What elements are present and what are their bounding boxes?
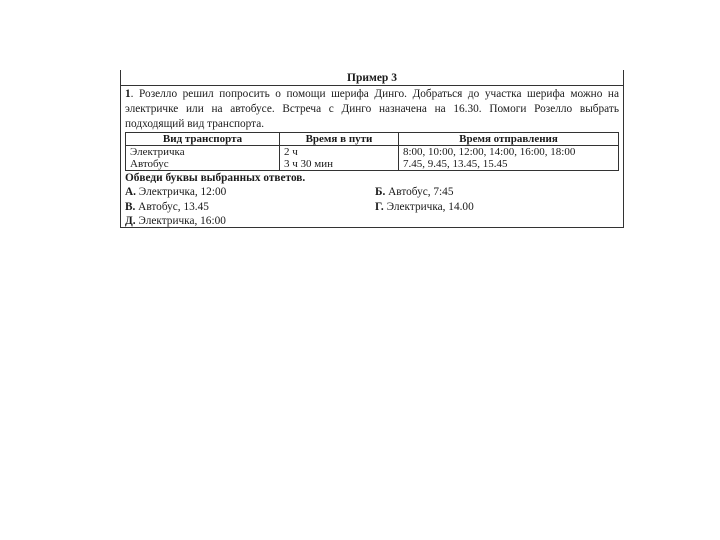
answer-text: Автобус, 13.45 [135, 200, 209, 213]
answers-heading: Обведи буквы выбранных ответов. [125, 172, 306, 184]
answer-text: Электричка, 12:00 [135, 186, 227, 198]
answer-option-d[interactable] [125, 214, 375, 229]
answer-letter: Б. [375, 186, 386, 198]
header-departure-time: Время отправления [399, 133, 619, 146]
answer-option-v[interactable] [125, 200, 375, 215]
header-travel-time: Время в пути [280, 133, 399, 146]
transport-type-bus: Автобус [130, 158, 169, 170]
answer-option-b[interactable] [375, 185, 619, 200]
answer-text: Электричка, 14.00 [383, 200, 474, 213]
answer-letter: Г. [375, 200, 384, 213]
travel-time-cell [280, 146, 399, 171]
transport-table [125, 132, 619, 171]
answer-letter: Д. [125, 215, 136, 227]
document-panel [120, 70, 624, 228]
example-title: Пример 3 [121, 71, 623, 86]
answer-text: Электричка, 16:00 [135, 215, 226, 227]
answer-options [125, 185, 619, 229]
departure-time-cell [399, 146, 619, 171]
answer-text: Автобус, 7:45 [385, 186, 454, 198]
answer-letter: А. [125, 186, 136, 198]
problem-text: . Розелло решил попросить о помощи шерифа Динго. Добраться до участка шерифа можно на электричке или на автобусе. Встреча с Динго назначена на 16.30. Помоги Розелло выбрать подходящий вид транспорта. [125, 88, 619, 130]
travel-time-train: 2 ч [284, 146, 298, 158]
departure-times-train: 8:00, 10:00, 12:00, 14:00, 16:00, 18:00 [403, 146, 576, 158]
departure-times-bus: 7.45, 9.45, 13.45, 15.45 [403, 158, 508, 170]
travel-time-bus: 3 ч 30 мин [284, 158, 334, 170]
answer-letter: В. [125, 200, 136, 213]
answer-option-a[interactable] [125, 185, 375, 200]
transport-type-cell [126, 146, 280, 171]
answer-option-g[interactable] [375, 200, 619, 215]
header-transport-type: Вид транспорта [126, 133, 280, 146]
transport-type-train: Электричка [130, 146, 185, 158]
problem-number: 1 [125, 88, 131, 100]
table-header-row [126, 133, 619, 146]
table-row [126, 146, 619, 171]
problem-statement [125, 87, 619, 132]
